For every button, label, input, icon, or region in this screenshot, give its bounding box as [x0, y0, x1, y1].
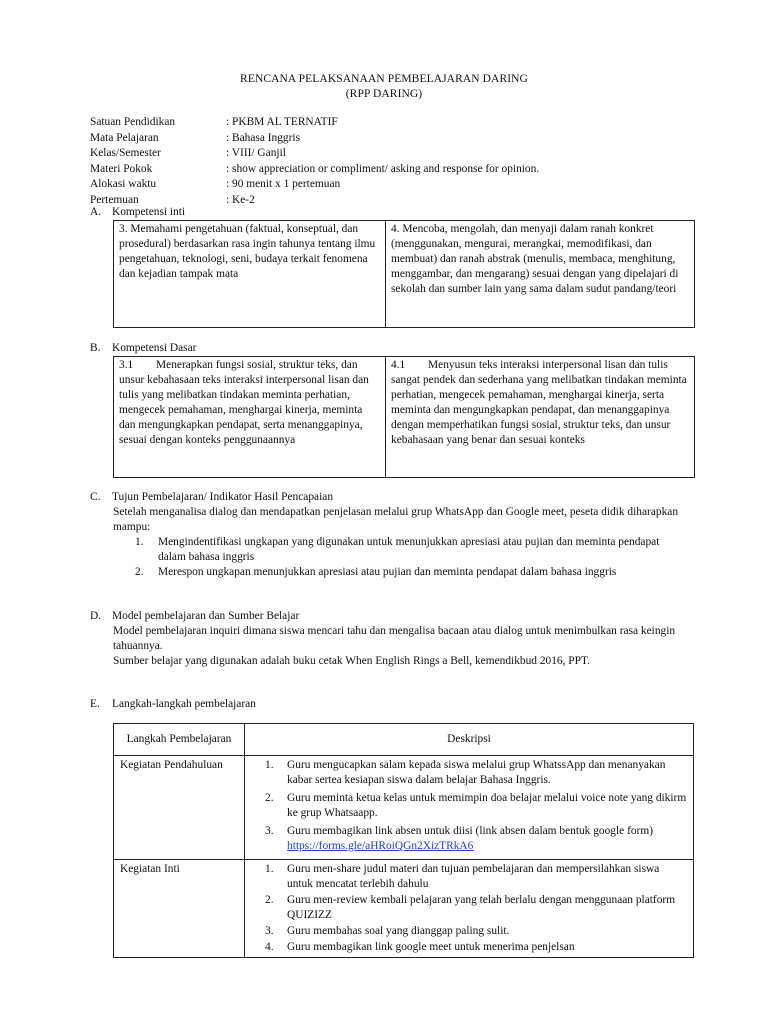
meta-label: Pertemuan: [90, 193, 139, 206]
ki-4-cell: 4. Mencoba, mengolah, dan menyaji dalam ranah konkret (menggunakan, mengurai, merangkai, memodifikasi, dan membuat) dan ranah abstrak (menulis, membaca, menghitung, menggambar, dan mengarang) sesuai dengan yang dipelajari di sekolah dan sumber lain yang sama dalam sudut pandang/teori: [385, 221, 694, 327]
kd-4-1-cell: 4.1 Menyusun teks interaksi interpersonal lisan dan tulis sangat pendek dan sederhana yang melibatkan tindakan meminta perhatian, mengecek pemahaman, menghargai kinerja, serta meminta dan mengungkapkan pendapat, dan menanggapinya dengan memperhatikan fungsi sosial, struktur teks, dan unsur kebahasaan yang benar dan sesuai konteks: [385, 357, 694, 477]
table-row: [114, 860, 694, 958]
model-paragraph: Model pembelajaran inquiri dimana siswa mencari tahu dan mengalisa bacaan atau dialog untuk menimbulkan rasa keingin tahuannya.: [113, 625, 676, 652]
meta-label: Satuan Pendidikan: [90, 116, 176, 128]
list-item: [251, 940, 687, 955]
meta-value: : Ke-2: [226, 193, 255, 206]
item-number: 1.: [265, 863, 274, 875]
tujuan-list: [113, 535, 673, 580]
ki-3-cell: 3. Memahami pengetahuan (faktual, konseptual, dan prosedural) berdasarkan rasa ingin tahunya tentang ilmu pengetahuan, teknologi, seni, budaya terkait fenomena dan kejadian tampak mata: [119, 223, 376, 280]
item-text: Guru membagikan link google meet untuk menerima penjelsan: [287, 941, 575, 953]
section-title: Model pembelajaran dan Sumber Belajar: [112, 610, 300, 622]
section-letter: E.: [90, 698, 100, 710]
kompetensi-inti-table: [113, 220, 695, 328]
table-header-row: [114, 724, 694, 756]
meta-label: Kelas/Semester: [90, 147, 161, 159]
item-number: 1.: [265, 759, 274, 771]
item-text: Guru membahas soal yang dianggap paling sulit.: [287, 925, 510, 937]
section-d-heading: [90, 609, 299, 624]
list-item: [251, 862, 687, 892]
meta-label: Materi Pokok: [90, 162, 153, 175]
section-letter: D.: [90, 610, 102, 622]
list-item: [251, 893, 687, 923]
absen-form-link[interactable]: https://forms.gle/aHRoiQGn2XizTRkA6: [287, 840, 474, 852]
item-number: 4.: [265, 941, 274, 953]
section-b-heading: [90, 341, 196, 356]
inti-list: [251, 862, 687, 955]
list-item: [251, 924, 687, 939]
kd-3-1-cell: 3.1 Menerapkan fungsi sosial, struktur teks, dan unsur kebahasaan teks interaksi interpersonal lisan dan tulis yang melibatkan tindakan meminta perhatian, mengecek pemahaman, menghargai kinerja, meminta dan mengungkapkan pendapat, serta menanggapinya, sesuai dengan konteks penggunaannya: [119, 359, 372, 446]
item-text: Guru membagikan link absen untuk diisi (link absen dalam bentuk google form): [287, 825, 654, 837]
meta-value: : show appreciation or compliment/ asking and response for opinion.: [226, 162, 540, 175]
section-letter: B.: [90, 342, 101, 354]
meta-label: Alokasi waktu: [90, 178, 157, 190]
item-text: Mengindentifikasi ungkapan yang digunakan untuk menunjukkan apresiasi atau pujian dan meminta pendapat dalam bahasa inggris: [158, 536, 660, 563]
section-title: Langkah-langkah pembelajaran: [112, 698, 256, 710]
section-letter: C.: [90, 491, 101, 503]
langkah-table: [113, 723, 694, 958]
section-title: Tujun Pembelajaran/ Indikator Hasil Pencapaian: [112, 491, 334, 503]
list-item: [251, 758, 687, 788]
item-text: Guru men-review kembali pelajaran yang telah berlalu dengan menggunaan platform QUIZIZZ: [287, 894, 676, 921]
step-label: Kegiatan Inti: [114, 860, 245, 958]
item-text: Guru men-share judul materi dan tujuan pembelajaran dan mempersilahkan siswa untuk mencatat terlebih dahulu: [287, 863, 660, 890]
section-c-heading: [90, 490, 333, 505]
item-number: 1.: [135, 536, 144, 548]
item-number: 2.: [135, 566, 144, 578]
col-header-langkah: Langkah Pembelajaran: [114, 724, 245, 756]
item-number: 2.: [265, 894, 274, 906]
sumber-paragraph: Sumber belajar yang digunakan adalah buku cetak When English Rings a Bell, kemendikbud 2016, PPT.: [113, 655, 590, 667]
section-title: Kompetensi inti: [112, 206, 186, 218]
item-number: 3.: [265, 825, 274, 837]
step-description: [245, 860, 694, 958]
meta-value: : Bahasa Inggris: [226, 131, 301, 144]
tujuan-intro: Setelah menganalisa dialog dan mendapatkan penjelasan melalui grup WhatsApp dan Google meet, peseta didik diharapkan mampu:: [113, 506, 679, 533]
item-text: Guru mengucapkan salam kepada siswa melalui grup WhatssApp dan menanyakan kabar sertea kesiapan siswa dalam belajar Bahasa Inggris.: [287, 759, 666, 786]
meta-row-mapel: [90, 131, 539, 147]
section-title: Kompetensi Dasar: [112, 342, 197, 354]
item-text: Guru meminta ketua kelas untuk memimpin doa belajar melalui voice note yang dikirm ke grup Whatsaapp.: [287, 792, 687, 819]
table-row: [114, 756, 694, 860]
section-letter: A.: [90, 206, 102, 218]
list-item: [113, 565, 673, 580]
meta-row-satuan: [90, 115, 539, 131]
step-label: Kegiatan Pendahuluan: [114, 756, 245, 860]
meta-value: : 90 menit x 1 pertemuan: [226, 178, 341, 190]
meta-row-materi: [90, 162, 539, 178]
document-subtitle: (RPP DARING): [345, 88, 423, 100]
document-title: RENCANA PELAKSANAAN PEMBELAJARAN DARING: [240, 73, 528, 85]
list-item: [251, 791, 687, 821]
meta-row-alokasi: [90, 177, 539, 193]
section-e-heading: [90, 697, 256, 712]
meta-row-kelas: [90, 146, 539, 162]
item-number: 2.: [265, 792, 274, 804]
item-number: 3.: [265, 925, 274, 937]
meta-value: : VIII/ Ganjil: [226, 147, 286, 159]
meta-value: : PKBM AL TERNATIF: [226, 116, 338, 128]
step-description: [245, 756, 694, 860]
meta-label: Mata Pelajaran: [90, 131, 159, 144]
item-text: Merespon ungkapan menunjukkan apresiasi atau pujian dan meminta pendapat dalam bahasa inggris: [158, 566, 617, 578]
section-a-heading: [90, 205, 185, 220]
identity-block: [90, 115, 539, 208]
list-item: [113, 535, 673, 565]
list-item: [251, 824, 687, 854]
kompetensi-dasar-table: [113, 356, 695, 478]
pendahuluan-list: [251, 758, 687, 854]
col-header-deskripsi: Deskripsi: [245, 724, 694, 756]
